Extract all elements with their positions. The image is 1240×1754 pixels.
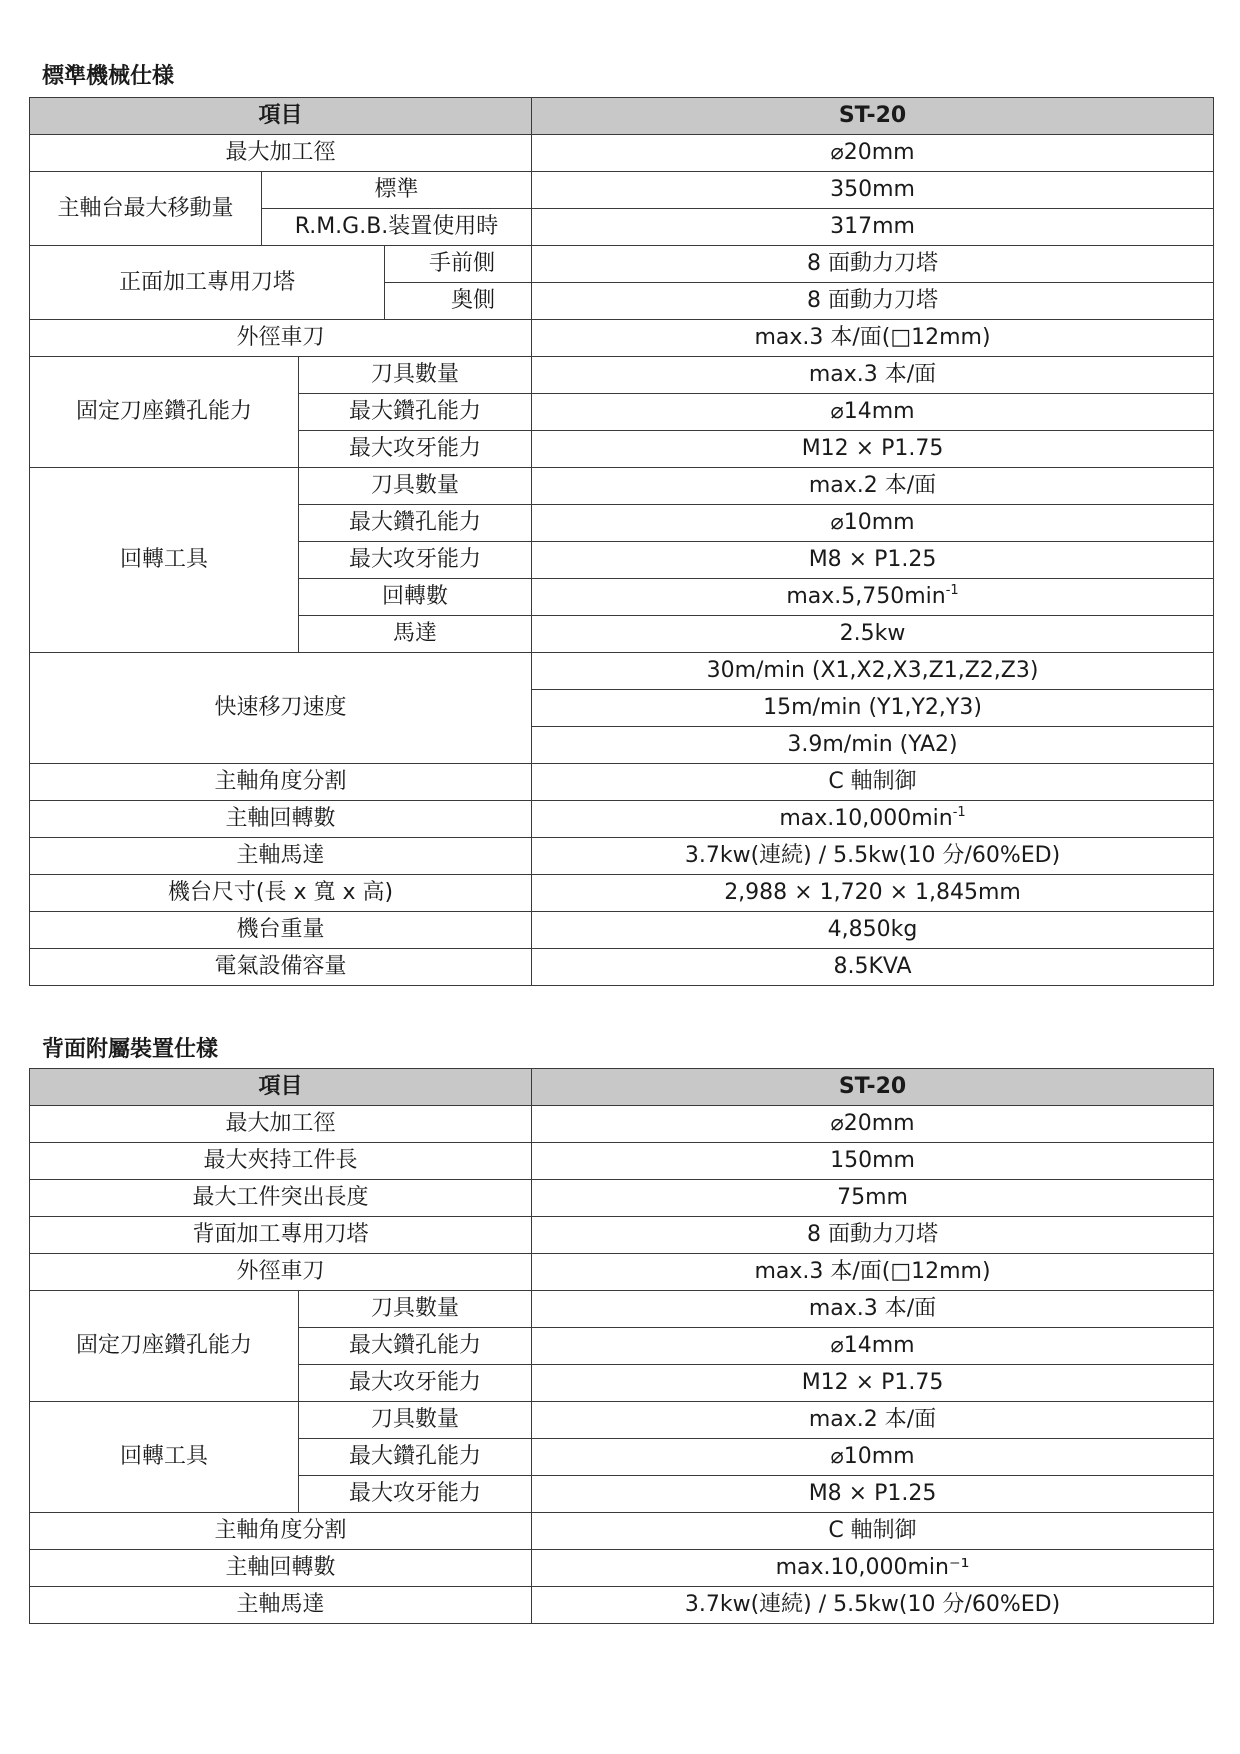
spec-value: M12 × P1.75 [532, 1365, 1214, 1402]
spec-label: 外徑車刀 [30, 320, 532, 357]
spec-value: 8.5KVA [532, 949, 1214, 986]
spec-value: 317mm [532, 209, 1214, 246]
spec-value: max.3 本/面(□12mm) [532, 320, 1214, 357]
spec-value-superscript: -1 [945, 583, 959, 598]
table-row [30, 1217, 1214, 1254]
spec-value: max.3 本/面 [532, 357, 1214, 394]
spec-value: 8 面動力刀塔 [532, 246, 1214, 283]
spec-sub-label: 最大鑽孔能力 [299, 394, 532, 431]
spec-label: 主軸馬達 [30, 1587, 532, 1624]
spec-sub-label: 手前側 [385, 246, 532, 283]
spec-value: 30m/min (X1,X2,X3,Z1,Z2,Z3) [532, 653, 1214, 690]
header-model: ST-20 [532, 1069, 1214, 1106]
table-row [30, 172, 1214, 209]
spec-sub-label: 最大攻牙能力 [299, 1365, 532, 1402]
table-header-row [30, 1069, 1214, 1106]
spec-label: 最大工件突出長度 [30, 1180, 532, 1217]
section-title-back: 背面附屬裝置仕樣 [42, 1037, 219, 1062]
spec-sub-label: 奥側 [385, 283, 532, 320]
table-row [30, 468, 1214, 505]
spec-label: 背面加工專用刀塔 [30, 1217, 532, 1254]
spec-sub-label: 馬達 [299, 616, 532, 653]
spec-sub-label: 刀具數量 [299, 1402, 532, 1439]
table-row [30, 1143, 1214, 1180]
table-row [30, 1513, 1214, 1550]
table-row [30, 912, 1214, 949]
spec-label: 外徑車刀 [30, 1254, 532, 1291]
table-row [30, 246, 1214, 283]
spec-value: ⌀20mm [532, 1106, 1214, 1143]
spec-group-label: 快速移刀速度 [30, 653, 532, 764]
spec-value: ⌀10mm [532, 1439, 1214, 1476]
table-row [30, 875, 1214, 912]
spec-value: 4,850kg [532, 912, 1214, 949]
spec-sub-label: 回轉數 [299, 579, 532, 616]
spec-label: 最大加工徑 [30, 1106, 532, 1143]
spec-label: 主軸回轉數 [30, 1550, 532, 1587]
spec-value-superscript: -1 [952, 805, 966, 820]
spec-label: 主軸角度分割 [30, 1513, 532, 1550]
spec-sub-label: 刀具數量 [299, 1291, 532, 1328]
spec-sub-label: 刀具數量 [299, 468, 532, 505]
spec-sub-label: 最大鑽孔能力 [299, 1439, 532, 1476]
header-model: ST-20 [532, 98, 1214, 135]
spec-value: 150mm [532, 1143, 1214, 1180]
spec-value: C 軸制御 [532, 1513, 1214, 1550]
spec-value: M8 × P1.25 [532, 1476, 1214, 1513]
spec-value: 8 面動力刀塔 [532, 283, 1214, 320]
back-spec-table [29, 1068, 1214, 1624]
spec-sub-label: 最大攻牙能力 [299, 1476, 532, 1513]
spec-value: 3.7kw(連続) / 5.5kw(10 分/60%ED) [532, 1587, 1214, 1624]
table-row [30, 1291, 1214, 1328]
spec-value: 3.9m/min (YA2) [532, 727, 1214, 764]
table-row [30, 1550, 1214, 1587]
table-row [30, 1106, 1214, 1143]
spec-group-label: 固定刀座鑽孔能力 [30, 357, 299, 468]
standard-spec-table [29, 97, 1214, 986]
table-row [30, 801, 1214, 838]
spec-group-label: 正面加工專用刀塔 [30, 246, 385, 320]
header-item: 項目 [30, 98, 532, 135]
spec-value: max.10,000min⁻¹ [532, 1550, 1214, 1587]
spec-value: 8 面動力刀塔 [532, 1217, 1214, 1254]
spec-label: 機台尺寸(長 x 寬 x 高) [30, 875, 532, 912]
table-header-row [30, 98, 1214, 135]
spec-group-label: 回轉工具 [30, 468, 299, 653]
spec-value: max.3 本/面(□12mm) [532, 1254, 1214, 1291]
spec-value: M12 × P1.75 [532, 431, 1214, 468]
spec-group-label: 回轉工具 [30, 1402, 299, 1513]
table-row [30, 949, 1214, 986]
spec-value: ⌀14mm [532, 394, 1214, 431]
spec-value [532, 801, 1214, 838]
spec-value: 3.7kw(連続) / 5.5kw(10 分/60%ED) [532, 838, 1214, 875]
spec-value: max.2 本/面 [532, 1402, 1214, 1439]
spec-value: 350mm [532, 172, 1214, 209]
spec-value [532, 579, 1214, 616]
spec-label: 主軸角度分割 [30, 764, 532, 801]
table-row [30, 764, 1214, 801]
table-row [30, 135, 1214, 172]
table-row [30, 1180, 1214, 1217]
spec-label: 機台重量 [30, 912, 532, 949]
spec-value-text: max.10,000min [779, 806, 953, 831]
spec-value: 2,988 × 1,720 × 1,845mm [532, 875, 1214, 912]
table-row [30, 838, 1214, 875]
spec-value: 15m/min (Y1,Y2,Y3) [532, 690, 1214, 727]
table-row [30, 653, 1214, 690]
section-title-standard: 標準機械仕様 [42, 64, 175, 89]
spec-sub-label: 最大攻牙能力 [299, 431, 532, 468]
spec-value: ⌀14mm [532, 1328, 1214, 1365]
spec-sub-label: R.M.G.B.装置使用時 [262, 209, 532, 246]
spec-value: ⌀10mm [532, 505, 1214, 542]
spec-value: 75mm [532, 1180, 1214, 1217]
spec-value: M8 × P1.25 [532, 542, 1214, 579]
spec-value: max.3 本/面 [532, 1291, 1214, 1328]
spec-group-label: 主軸台最大移動量 [30, 172, 262, 246]
spec-value: ⌀20mm [532, 135, 1214, 172]
spec-label: 最大加工徑 [30, 135, 532, 172]
table-row [30, 320, 1214, 357]
spec-value: 2.5kw [532, 616, 1214, 653]
spec-value: C 軸制御 [532, 764, 1214, 801]
spec-value: max.2 本/面 [532, 468, 1214, 505]
table-row [30, 1254, 1214, 1291]
spec-label: 主軸馬達 [30, 838, 532, 875]
table-row [30, 357, 1214, 394]
spec-group-label: 固定刀座鑽孔能力 [30, 1291, 299, 1402]
spec-sub-label: 最大鑽孔能力 [299, 505, 532, 542]
spec-label: 電氣設備容量 [30, 949, 532, 986]
spec-label: 最大夾持工件長 [30, 1143, 532, 1180]
table-row [30, 1402, 1214, 1439]
spec-sub-label: 最大攻牙能力 [299, 542, 532, 579]
spec-label: 主軸回轉數 [30, 801, 532, 838]
spec-sub-label: 標準 [262, 172, 532, 209]
spec-sub-label: 最大鑽孔能力 [299, 1328, 532, 1365]
header-item: 項目 [30, 1069, 532, 1106]
spec-value-text: max.5,750min [786, 584, 946, 609]
spec-sub-label: 刀具數量 [299, 357, 532, 394]
table-row [30, 1587, 1214, 1624]
